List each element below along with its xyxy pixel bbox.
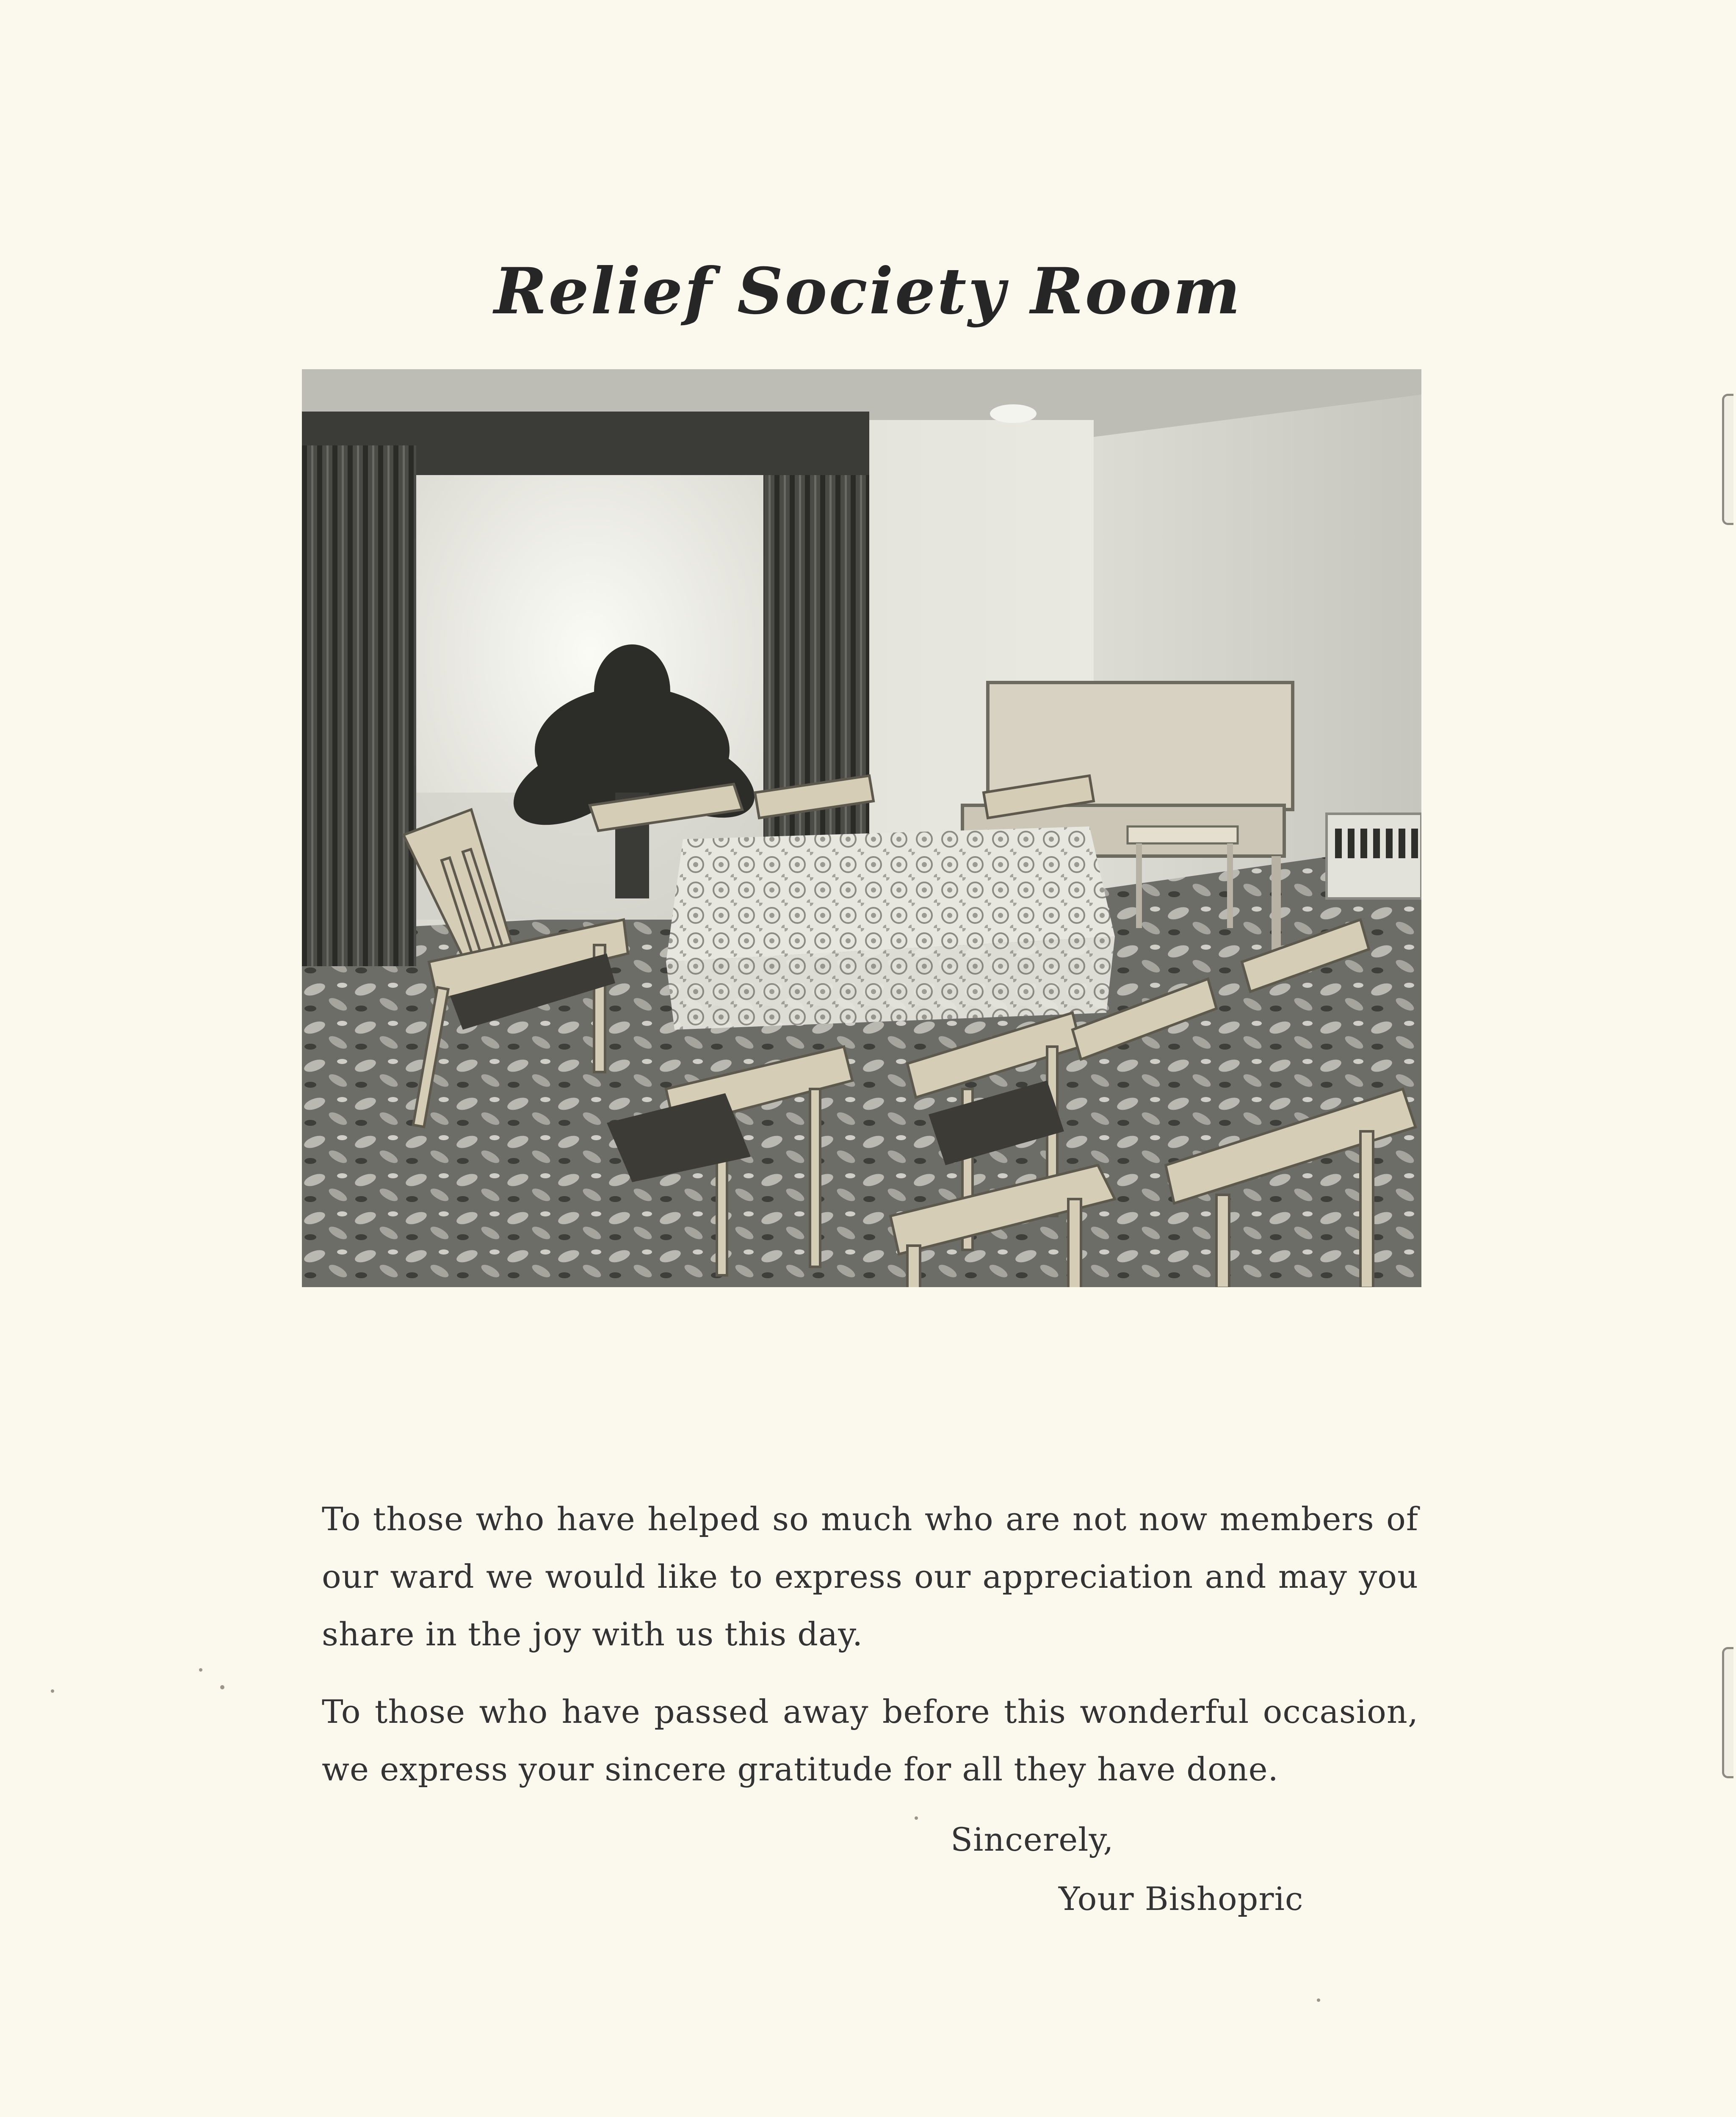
speck: [199, 1668, 202, 1672]
closing-signature: Your Bishopric: [1059, 1880, 1304, 1918]
closing-salutation: Sincerely,: [951, 1821, 1114, 1858]
speck: [220, 1685, 224, 1689]
speck: [1317, 1998, 1320, 2002]
speck: [51, 1689, 54, 1693]
room-photograph: [302, 369, 1421, 1287]
gratitude-paragraph: To those who have passed away before this wonderful occasion, we express your sincere gratitude for all they have done.: [322, 1693, 1418, 1788]
binding-clip-bottom: [1722, 1647, 1733, 1778]
binding-clip-top: [1722, 394, 1733, 525]
appreciation-paragraph: To those who have helped so much who are not now members of our ward we would like to express our appreciation and may you share in the joy with us this day.: [322, 1500, 1418, 1653]
speck: [915, 1816, 918, 1820]
page-title: Relief Society Room: [494, 254, 1242, 329]
